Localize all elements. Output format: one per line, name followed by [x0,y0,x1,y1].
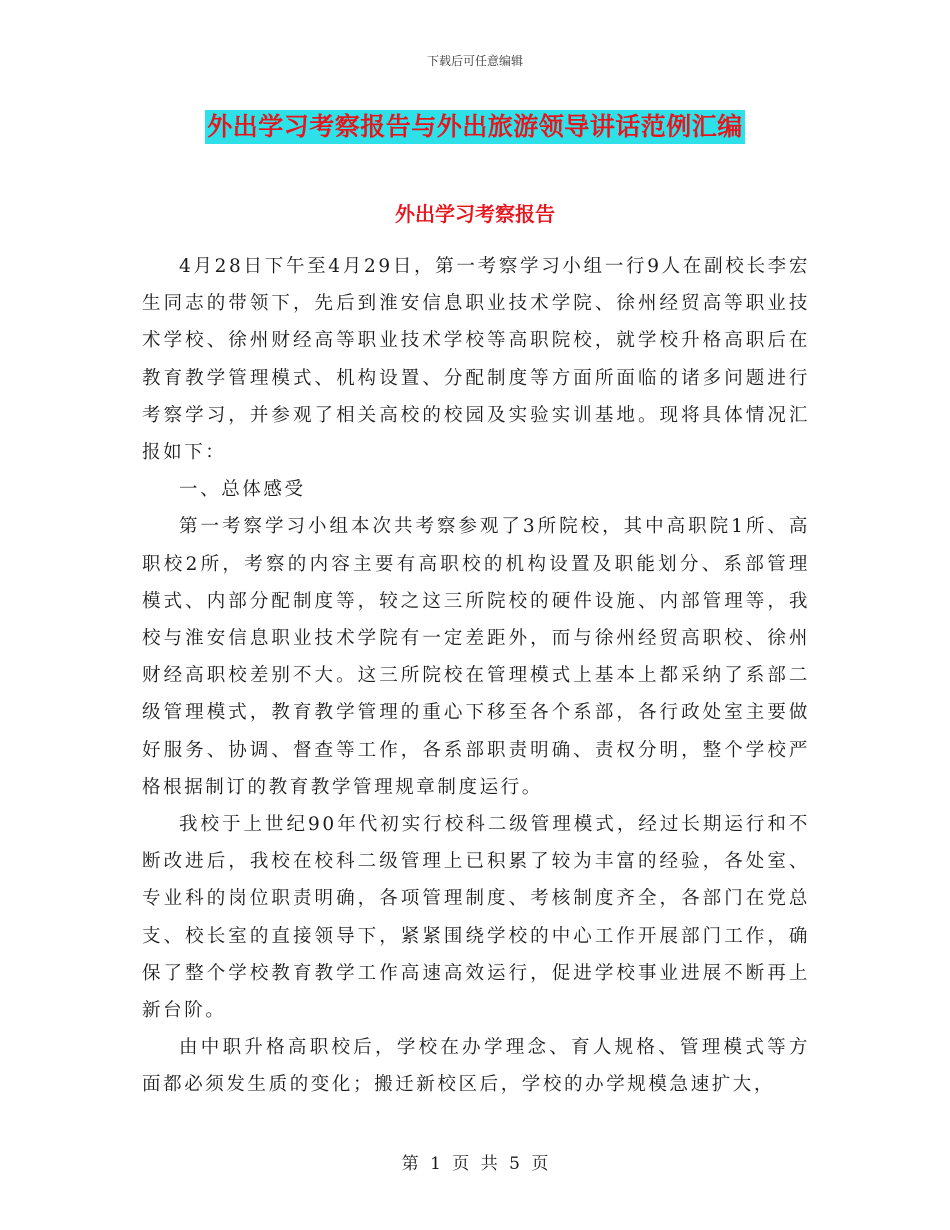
section-title: 外出学习考察报告 [395,202,555,226]
document-body [142,248,810,1104]
paragraph-intro: 4月28日下午至4月29日，第一考察学习小组一行9人在副校长李宏生同志的带领下，先后到淮安信息职业技术学院、徐州经贸高等职业技术学校、徐州财经高等职业技术学校等高职院校，就学校升格高职后在教育教学管理模式、机构设置、分配制度等方面所面临的诸多问题进行考察学习，并参观了相关高校的校园及实验实训基地。现将具体情况汇报如下： [142,256,810,464]
page-header-note: 下载后可任意编辑 [426,54,523,68]
heading-overall-impression: 一、总体感受 [179,479,306,501]
document-title: 外出学习考察报告与外出旅游领导讲话范例汇编 [205,110,745,144]
paragraph-school-management: 我校于上世纪90年代初实行校科二级管理模式，经过长期运行和不断改进后，我校在校科二级管理上已积累了较为丰富的经验，各处室、专业科的岗位职责明确，各项管理制度、考核制度齐全，各部门在党总支、校长室的直接领导下，紧紧围绕学校的中心工作开展部门工作，确保了整个学校教育教学工作高速高效运行，促进学校事业进展不断再上新台阶。 [142,814,810,1022]
paragraph-overview: 第一考察学习小组本次共考察参观了3所院校，其中高职院1所、高职校2所，考察的内容主要有高职校的机构设置及职能划分、系部管理模式、内部分配制度等，较之这三所院校的硬件设施、内部管理等，我校与淮安信息职业技术学院有一定差距外，而与徐州经贸高职校、徐州财经高职校差别不大。这三所院校在管理模式上基本上都采纳了系部二级管理模式，教育教学管理的重心下移至各个系部，各行政处室主要做好服务、协调、督查等工作，各系部职责明确、责权分明，整个学校严格根据制订的教育教学管理规章制度运行。 [142,516,810,798]
page-number: 第 1 页 共 5 页 [401,1154,549,1174]
document-title-container [0,110,950,144]
paragraph-upgrade: 由中职升格高职校后，学校在办学理念、育人规格、管理模式等方面都必须发生质的变化；搬迁新校区后，学校的办学规模急速扩大， [142,1037,810,1096]
